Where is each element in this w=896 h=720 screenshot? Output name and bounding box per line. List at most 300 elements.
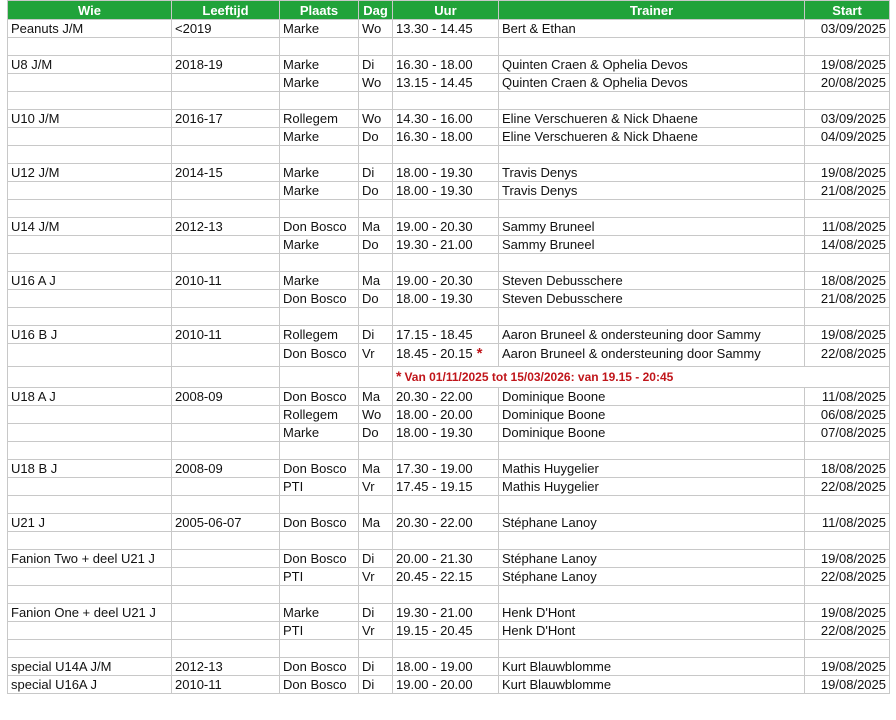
cell-uur[interactable]: 16.30 - 18.00 [393,128,499,146]
empty-cell[interactable] [280,308,359,326]
cell-plaats[interactable]: Marke [280,74,359,92]
header-plaats[interactable]: Plaats [280,1,359,20]
cell-trainer[interactable]: Travis Denys [499,182,805,200]
cell-start[interactable]: 22/08/2025 [805,568,890,586]
empty-cell[interactable] [280,532,359,550]
table-row [8,658,890,676]
empty-cell[interactable] [805,92,890,110]
asterisk-marker: * [476,345,483,362]
cell-start[interactable]: 11/08/2025 [805,218,890,236]
cell-leeftijd[interactable]: <2019 [172,20,280,38]
cell-leeftijd[interactable] [172,128,280,146]
cell-wie[interactable]: U21 J [8,514,172,532]
empty-cell[interactable] [8,640,172,658]
cell-trainer[interactable]: Aaron Bruneel & ondersteuning door Sammy [499,344,805,367]
cell-leeftijd[interactable] [172,406,280,424]
cell-dag[interactable]: Do [359,290,393,308]
cell-dag[interactable]: Vr [359,568,393,586]
cell-start[interactable]: 18/08/2025 [805,272,890,290]
cell-start[interactable]: 11/08/2025 [805,388,890,406]
header-trainer[interactable]: Trainer [499,1,805,20]
cell-leeftijd[interactable]: 2008-09 [172,460,280,478]
table-row [8,110,890,128]
cell-uur[interactable]: 20.30 - 22.00 [393,514,499,532]
empty-cell[interactable] [805,38,890,56]
table-row [8,676,890,694]
empty-cell[interactable] [280,38,359,56]
cell-plaats[interactable]: Marke [280,128,359,146]
cell-plaats[interactable]: Marke [280,182,359,200]
empty-cell[interactable] [280,586,359,604]
cell-start[interactable]: 06/08/2025 [805,406,890,424]
header-leeftijd[interactable]: Leeftijd [172,1,280,20]
table-row [8,74,890,92]
cell-plaats[interactable]: Marke [280,20,359,38]
empty-cell[interactable] [499,308,805,326]
empty-cell[interactable] [393,92,499,110]
cell-trainer[interactable]: Kurt Blauwblomme [499,676,805,694]
table-row [8,56,890,74]
empty-cell[interactable] [805,146,890,164]
cell-trainer[interactable]: Dominique Boone [499,406,805,424]
empty-cell[interactable] [393,146,499,164]
empty-cell[interactable] [8,496,172,514]
cell-dag[interactable]: Vr [359,344,393,367]
empty-cell[interactable] [393,200,499,218]
empty-cell[interactable] [359,146,393,164]
table-row [8,272,890,290]
cell-plaats[interactable]: Don Bosco [280,388,359,406]
cell-leeftijd[interactable] [172,290,280,308]
cell-leeftijd[interactable] [172,550,280,568]
empty-cell[interactable] [8,200,172,218]
cell-wie[interactable]: U14 J/M [8,218,172,236]
empty-cell[interactable] [8,532,172,550]
empty-cell[interactable] [172,200,280,218]
spacer-row [8,38,890,56]
cell-leeftijd[interactable]: 2010-11 [172,676,280,694]
table-row [8,550,890,568]
table-row [8,344,890,367]
cell-wie[interactable]: Fanion Two + deel U21 J [8,550,172,568]
cell-dag[interactable]: Di [359,164,393,182]
empty-cell[interactable] [172,38,280,56]
cell-uur[interactable]: 18.00 - 19.30 [393,164,499,182]
empty-cell[interactable] [393,38,499,56]
cell-leeftijd[interactable]: 2018-19 [172,56,280,74]
cell-wie[interactable]: Peanuts J/M [8,20,172,38]
empty-cell[interactable] [359,586,393,604]
cell-dag[interactable]: Do [359,182,393,200]
cell-dag[interactable]: Di [359,658,393,676]
cell-plaats[interactable]: Rollegem [280,110,359,128]
table-row [8,182,890,200]
empty-cell[interactable] [280,254,359,272]
cell-plaats[interactable]: Don Bosco [280,290,359,308]
cell-leeftijd[interactable]: 2010-11 [172,272,280,290]
empty-cell[interactable] [359,38,393,56]
cell-plaats[interactable]: Don Bosco [280,514,359,532]
cell-start[interactable]: 20/08/2025 [805,74,890,92]
cell-uur[interactable]: 18.00 - 20.00 [393,406,499,424]
empty-cell[interactable] [172,532,280,550]
empty-cell[interactable] [359,308,393,326]
empty-cell[interactable] [8,92,172,110]
cell-uur[interactable]: 13.15 - 14.45 [393,74,499,92]
cell-start[interactable]: 18/08/2025 [805,460,890,478]
cell-trainer[interactable]: Stéphane Lanoy [499,514,805,532]
cell-uur[interactable]: 14.30 - 16.00 [393,110,499,128]
cell-uur[interactable]: 19.30 - 21.00 [393,604,499,622]
note-asterisk: * [396,368,402,384]
cell-start[interactable]: 14/08/2025 [805,236,890,254]
cell-leeftijd[interactable]: 2010-11 [172,326,280,344]
cell-plaats[interactable]: Marke [280,604,359,622]
note-text: Van 01/11/2025 tot 15/03/2026: van 19.15 - 20:45 [404,370,674,384]
empty-cell[interactable] [172,146,280,164]
cell-dag[interactable]: Wo [359,20,393,38]
empty-cell[interactable] [280,496,359,514]
table-row [8,478,890,496]
cell-trainer[interactable]: Bert & Ethan [499,20,805,38]
cell-leeftijd[interactable] [172,74,280,92]
cell-start[interactable]: 03/09/2025 [805,20,890,38]
cell-start[interactable]: 19/08/2025 [805,326,890,344]
cell-uur[interactable]: 18.00 - 19.30 [393,424,499,442]
empty-cell[interactable] [280,442,359,460]
cell-start[interactable]: 19/08/2025 [805,164,890,182]
empty-cell[interactable] [393,496,499,514]
cell-plaats[interactable]: PTI [280,622,359,640]
cell-trainer[interactable]: Quinten Craen & Ophelia Devos [499,56,805,74]
empty-cell[interactable] [393,532,499,550]
spacer-row [8,92,890,110]
training-schedule-table [7,0,890,694]
cell-plaats[interactable]: Don Bosco [280,676,359,694]
cell-uur[interactable]: 19.15 - 20.45 [393,622,499,640]
empty-cell[interactable] [359,532,393,550]
empty-cell[interactable] [499,442,805,460]
cell-wie[interactable] [8,74,172,92]
empty-cell[interactable] [805,254,890,272]
cell-uur[interactable]: 18.00 - 19.30 [393,290,499,308]
cell-wie[interactable] [8,236,172,254]
cell-plaats[interactable]: PTI [280,568,359,586]
cell-dag[interactable]: Vr [359,478,393,496]
cell-wie[interactable]: U18 A J [8,388,172,406]
spacer-row [8,146,890,164]
empty-cell[interactable] [805,200,890,218]
cell-wie[interactable]: U12 J/M [8,164,172,182]
cell-trainer[interactable]: Mathis Huygelier [499,460,805,478]
empty-cell[interactable] [8,367,172,388]
cell-dag[interactable]: Ma [359,388,393,406]
spacer-row [8,254,890,272]
empty-cell[interactable] [359,442,393,460]
cell-plaats[interactable]: Don Bosco [280,550,359,568]
cell-wie[interactable]: Fanion One + deel U21 J [8,604,172,622]
empty-cell[interactable] [172,586,280,604]
empty-cell[interactable] [172,496,280,514]
table-row [8,514,890,532]
table-row [8,568,890,586]
header-dag[interactable]: Dag [359,1,393,20]
cell-trainer[interactable]: Dominique Boone [499,388,805,406]
cell-leeftijd[interactable] [172,236,280,254]
cell-dag[interactable]: Ma [359,514,393,532]
cell-uur[interactable]: 19.00 - 20.00 [393,676,499,694]
cell-wie[interactable]: U16 A J [8,272,172,290]
cell-start[interactable]: 07/08/2025 [805,424,890,442]
header-row [8,1,890,20]
empty-cell[interactable] [280,92,359,110]
cell-wie[interactable]: U10 J/M [8,110,172,128]
empty-cell[interactable] [393,586,499,604]
empty-cell[interactable] [359,640,393,658]
cell-uur[interactable]: 17.30 - 19.00 [393,460,499,478]
empty-cell[interactable] [8,442,172,460]
empty-cell[interactable] [359,254,393,272]
cell-uur[interactable]: 17.15 - 18.45 [393,326,499,344]
empty-cell[interactable] [172,442,280,460]
cell-leeftijd[interactable] [172,182,280,200]
cell-uur[interactable]: 20.30 - 22.00 [393,388,499,406]
empty-cell[interactable] [499,586,805,604]
spacer-row [8,308,890,326]
cell-trainer[interactable]: Dominique Boone [499,424,805,442]
cell-start[interactable]: 22/08/2025 [805,478,890,496]
empty-cell[interactable] [805,586,890,604]
empty-cell[interactable] [359,200,393,218]
cell-plaats[interactable]: Don Bosco [280,344,359,367]
cell-trainer[interactable]: Stéphane Lanoy [499,568,805,586]
empty-cell[interactable] [393,640,499,658]
cell-wie[interactable]: U16 B J [8,326,172,344]
cell-start[interactable]: 19/08/2025 [805,658,890,676]
empty-cell[interactable] [805,640,890,658]
cell-uur[interactable]: 13.30 - 14.45 [393,20,499,38]
cell-plaats[interactable]: Don Bosco [280,658,359,676]
cell-dag[interactable]: Di [359,326,393,344]
cell-plaats[interactable]: Marke [280,424,359,442]
cell-plaats[interactable]: Rollegem [280,406,359,424]
empty-cell[interactable] [805,496,890,514]
empty-cell[interactable] [393,308,499,326]
winter-schedule-note[interactable] [393,367,890,388]
cell-uur[interactable]: 19.00 - 20.30 [393,272,499,290]
cell-leeftijd[interactable] [172,604,280,622]
empty-cell[interactable] [172,92,280,110]
cell-uur[interactable]: 20.45 - 22.15 [393,568,499,586]
cell-uur[interactable]: 19.00 - 20.30 [393,218,499,236]
empty-cell[interactable] [499,496,805,514]
cell-plaats[interactable]: Marke [280,272,359,290]
cell-uur[interactable]: 18.00 - 19.30 [393,182,499,200]
cell-leeftijd[interactable]: 2014-15 [172,164,280,182]
empty-cell[interactable] [805,532,890,550]
cell-dag[interactable]: Ma [359,218,393,236]
empty-cell[interactable] [280,200,359,218]
cell-wie[interactable] [8,568,172,586]
cell-uur[interactable]: 18.00 - 19.00 [393,658,499,676]
cell-trainer[interactable]: Eline Verschueren & Nick Dhaene [499,110,805,128]
table-row [8,236,890,254]
cell-plaats[interactable]: Marke [280,236,359,254]
cell-trainer[interactable]: Sammy Bruneel [499,218,805,236]
cell-trainer[interactable]: Aaron Bruneel & ondersteuning door Sammy [499,326,805,344]
cell-plaats[interactable]: Marke [280,56,359,74]
cell-wie[interactable] [8,290,172,308]
cell-dag[interactable]: Vr [359,622,393,640]
empty-cell[interactable] [393,442,499,460]
cell-start[interactable]: 19/08/2025 [805,550,890,568]
cell-plaats[interactable]: Don Bosco [280,218,359,236]
empty-cell[interactable] [499,640,805,658]
cell-start[interactable]: 21/08/2025 [805,182,890,200]
spacer-row [8,532,890,550]
cell-plaats[interactable]: Don Bosco [280,460,359,478]
empty-cell[interactable] [8,308,172,326]
empty-cell[interactable] [8,586,172,604]
cell-plaats[interactable]: Marke [280,164,359,182]
cell-uur[interactable]: 17.45 - 19.15 [393,478,499,496]
cell-trainer[interactable]: Henk D'Hont [499,604,805,622]
empty-cell[interactable] [172,254,280,272]
cell-start[interactable]: 19/08/2025 [805,676,890,694]
cell-uur[interactable]: 20.00 - 21.30 [393,550,499,568]
cell-dag[interactable]: Di [359,550,393,568]
empty-cell[interactable] [359,92,393,110]
cell-trainer[interactable]: Stéphane Lanoy [499,550,805,568]
cell-uur[interactable] [393,344,499,367]
empty-cell[interactable] [172,367,280,388]
cell-wie[interactable] [8,424,172,442]
cell-start[interactable]: 21/08/2025 [805,290,890,308]
cell-wie[interactable] [8,622,172,640]
cell-start[interactable]: 11/08/2025 [805,514,890,532]
empty-cell[interactable] [499,38,805,56]
cell-leeftijd[interactable] [172,344,280,367]
table-row [8,388,890,406]
cell-trainer[interactable]: Travis Denys [499,164,805,182]
cell-start[interactable]: 19/08/2025 [805,56,890,74]
cell-wie[interactable] [8,344,172,367]
cell-dag[interactable]: Di [359,676,393,694]
cell-dag[interactable]: Di [359,56,393,74]
uur-text: 18.45 - 20.15 [396,346,473,361]
empty-cell[interactable] [499,146,805,164]
cell-dag[interactable]: Wo [359,406,393,424]
cell-wie[interactable] [8,182,172,200]
cell-leeftijd[interactable]: 2008-09 [172,388,280,406]
cell-uur[interactable]: 19.30 - 21.00 [393,236,499,254]
spacer-row [8,200,890,218]
empty-cell[interactable] [8,38,172,56]
cell-trainer[interactable]: Quinten Craen & Ophelia Devos [499,74,805,92]
cell-dag[interactable]: Di [359,604,393,622]
cell-dag[interactable]: Do [359,128,393,146]
cell-leeftijd[interactable]: 2005-06-07 [172,514,280,532]
cell-trainer[interactable]: Steven Debusschere [499,272,805,290]
empty-cell[interactable] [499,254,805,272]
cell-wie[interactable]: U8 J/M [8,56,172,74]
cell-start[interactable]: 03/09/2025 [805,110,890,128]
cell-plaats[interactable]: PTI [280,478,359,496]
cell-leeftijd[interactable]: 2016-17 [172,110,280,128]
cell-wie[interactable]: special U14A J/M [8,658,172,676]
empty-cell[interactable] [499,200,805,218]
empty-cell[interactable] [280,146,359,164]
table-row [8,128,890,146]
empty-cell[interactable] [805,442,890,460]
cell-wie[interactable] [8,478,172,496]
empty-cell[interactable] [359,367,393,388]
cell-start[interactable]: 22/08/2025 [805,622,890,640]
empty-cell[interactable] [8,254,172,272]
cell-dag[interactable]: Do [359,236,393,254]
header-wie[interactable]: Wie [8,1,172,20]
empty-cell[interactable] [499,532,805,550]
header-start[interactable]: Start [805,1,890,20]
table-row [8,164,890,182]
cell-wie[interactable] [8,128,172,146]
cell-plaats[interactable]: Rollegem [280,326,359,344]
cell-trainer[interactable]: Kurt Blauwblomme [499,658,805,676]
cell-uur[interactable]: 16.30 - 18.00 [393,56,499,74]
empty-cell[interactable] [280,640,359,658]
table-row [8,326,890,344]
cell-leeftijd[interactable]: 2012-13 [172,658,280,676]
table-row [8,622,890,640]
table-row [8,290,890,308]
empty-cell[interactable] [172,308,280,326]
cell-dag[interactable]: Wo [359,110,393,128]
spacer-row [8,496,890,514]
cell-dag[interactable]: Do [359,424,393,442]
empty-cell[interactable] [805,308,890,326]
cell-dag[interactable]: Ma [359,460,393,478]
cell-trainer[interactable]: Henk D'Hont [499,622,805,640]
cell-trainer[interactable]: Eline Verschueren & Nick Dhaene [499,128,805,146]
cell-leeftijd[interactable] [172,568,280,586]
cell-dag[interactable]: Wo [359,74,393,92]
empty-cell[interactable] [359,496,393,514]
empty-cell[interactable] [499,92,805,110]
cell-trainer[interactable]: Steven Debusschere [499,290,805,308]
cell-wie[interactable]: U18 B J [8,460,172,478]
cell-leeftijd[interactable] [172,424,280,442]
cell-trainer[interactable]: Sammy Bruneel [499,236,805,254]
cell-dag[interactable]: Ma [359,272,393,290]
cell-leeftijd[interactable] [172,478,280,496]
cell-start[interactable]: 04/09/2025 [805,128,890,146]
header-uur[interactable]: Uur [393,1,499,20]
cell-trainer[interactable]: Mathis Huygelier [499,478,805,496]
cell-start[interactable]: 22/08/2025 [805,344,890,367]
spacer-row [8,586,890,604]
empty-cell[interactable] [280,367,359,388]
empty-cell[interactable] [8,146,172,164]
cell-wie[interactable] [8,406,172,424]
cell-start[interactable]: 19/08/2025 [805,604,890,622]
table-row [8,604,890,622]
empty-cell[interactable] [393,254,499,272]
cell-leeftijd[interactable]: 2012-13 [172,218,280,236]
empty-cell[interactable] [172,640,280,658]
table-row [8,406,890,424]
cell-wie[interactable]: special U16A J [8,676,172,694]
cell-leeftijd[interactable] [172,622,280,640]
